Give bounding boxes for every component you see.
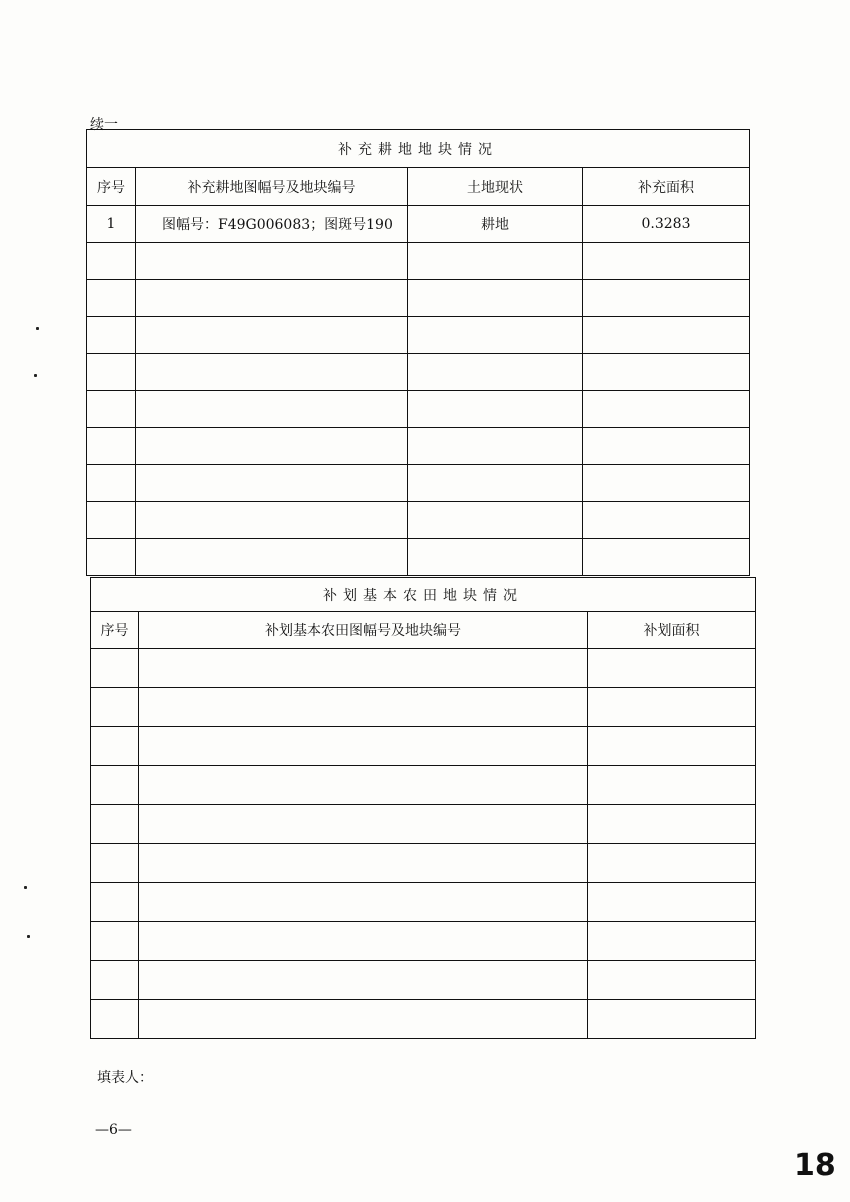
filler-label: 填表人： — [97, 1070, 153, 1086]
col-header-map-sheet: 补充耕地图幅号及地块编号 — [136, 168, 408, 206]
table-row — [87, 502, 750, 539]
row-index — [87, 428, 136, 465]
row-map-sheet — [136, 391, 408, 428]
row-area — [583, 539, 750, 576]
row-area — [588, 1000, 756, 1039]
table-row — [91, 961, 756, 1000]
row-farmland-map-sheet — [139, 1000, 588, 1039]
row-index — [91, 805, 139, 844]
row-farmland-map-sheet — [139, 766, 588, 805]
row-land-status — [408, 428, 583, 465]
row-index — [87, 465, 136, 502]
row-index — [87, 539, 136, 576]
table-row — [91, 766, 756, 805]
row-index — [87, 391, 136, 428]
basic-farmland-table — [90, 577, 756, 1039]
row-area — [588, 727, 756, 766]
row-index — [91, 688, 139, 727]
row-land-status — [408, 391, 583, 428]
row-farmland-map-sheet — [139, 961, 588, 1000]
cultivated-land-table — [86, 129, 750, 576]
row-index — [91, 961, 139, 1000]
row-map-sheet — [136, 354, 408, 391]
scan-speck — [27, 935, 30, 938]
table-row — [87, 317, 750, 354]
row-farmland-map-sheet — [139, 883, 588, 922]
row-map-sheet — [136, 317, 408, 354]
row-area — [588, 844, 756, 883]
row-area — [583, 465, 750, 502]
row-area — [588, 922, 756, 961]
row-farmland-map-sheet — [139, 649, 588, 688]
table-row — [87, 539, 750, 576]
row-area — [588, 649, 756, 688]
table-row — [91, 1000, 756, 1039]
row-area — [583, 243, 750, 280]
col-header-index: 序号 — [87, 168, 136, 206]
row-area — [583, 280, 750, 317]
table-row — [87, 428, 750, 465]
row-index — [87, 354, 136, 391]
table-row — [87, 391, 750, 428]
row-area — [588, 883, 756, 922]
scan-speck — [34, 374, 37, 377]
row-index — [91, 766, 139, 805]
col-header-land-status: 土地现状 — [408, 168, 583, 206]
row-area — [588, 805, 756, 844]
row-area — [583, 502, 750, 539]
row-index — [87, 502, 136, 539]
continuation-label: 续一 — [90, 117, 118, 133]
row-map-sheet — [136, 502, 408, 539]
table-row — [91, 844, 756, 883]
section1-title: 补充耕地地块情况 — [87, 130, 750, 168]
table-row — [91, 688, 756, 727]
row-farmland-map-sheet — [139, 688, 588, 727]
row-map-sheet — [136, 243, 408, 280]
row-land-status — [408, 539, 583, 576]
row-index — [91, 922, 139, 961]
row-index: 1 — [87, 206, 136, 243]
row-map-sheet — [136, 280, 408, 317]
scan-speck — [24, 886, 27, 889]
row-land-status — [408, 243, 583, 280]
row-land-status — [408, 465, 583, 502]
row-area — [583, 428, 750, 465]
table-row — [91, 805, 756, 844]
col-header-index: 序号 — [91, 612, 139, 649]
row-index — [91, 727, 139, 766]
row-farmland-map-sheet — [139, 805, 588, 844]
row-map-sheet — [136, 428, 408, 465]
row-land-status: 耕地 — [408, 206, 583, 243]
table-row — [87, 206, 750, 243]
row-area — [588, 961, 756, 1000]
row-farmland-map-sheet — [139, 727, 588, 766]
row-index — [91, 1000, 139, 1039]
row-land-status — [408, 354, 583, 391]
table-row — [91, 727, 756, 766]
row-map-sheet: 图幅号：F49G006083；图斑号190 — [136, 206, 408, 243]
row-area — [583, 391, 750, 428]
table-row — [87, 354, 750, 391]
section1-header-row — [87, 168, 750, 206]
row-area — [583, 354, 750, 391]
section2-title: 补划基本农田地块情况 — [91, 578, 756, 612]
row-map-sheet — [136, 539, 408, 576]
row-area — [588, 766, 756, 805]
page-number: —6— — [95, 1122, 132, 1138]
row-area — [588, 688, 756, 727]
row-index — [91, 649, 139, 688]
table-row — [91, 649, 756, 688]
table-row — [87, 280, 750, 317]
table-row — [91, 883, 756, 922]
row-farmland-map-sheet — [139, 844, 588, 883]
row-map-sheet — [136, 465, 408, 502]
row-area: 0.3283 — [583, 206, 750, 243]
table-row — [91, 922, 756, 961]
row-index — [91, 844, 139, 883]
table-row — [87, 465, 750, 502]
row-area — [583, 317, 750, 354]
col-header-area: 补划面积 — [588, 612, 756, 649]
row-land-status — [408, 502, 583, 539]
row-index — [87, 317, 136, 354]
table-row — [87, 243, 750, 280]
row-farmland-map-sheet — [139, 922, 588, 961]
col-header-farmland-map-sheet: 补划基本农田图幅号及地块编号 — [139, 612, 588, 649]
section2-header-row — [91, 612, 756, 649]
row-index — [87, 280, 136, 317]
col-header-area: 补充面积 — [583, 168, 750, 206]
corner-page-mark: 18 — [794, 1148, 836, 1183]
row-index — [91, 883, 139, 922]
scan-speck — [36, 327, 39, 330]
row-land-status — [408, 317, 583, 354]
row-index — [87, 243, 136, 280]
row-land-status — [408, 280, 583, 317]
